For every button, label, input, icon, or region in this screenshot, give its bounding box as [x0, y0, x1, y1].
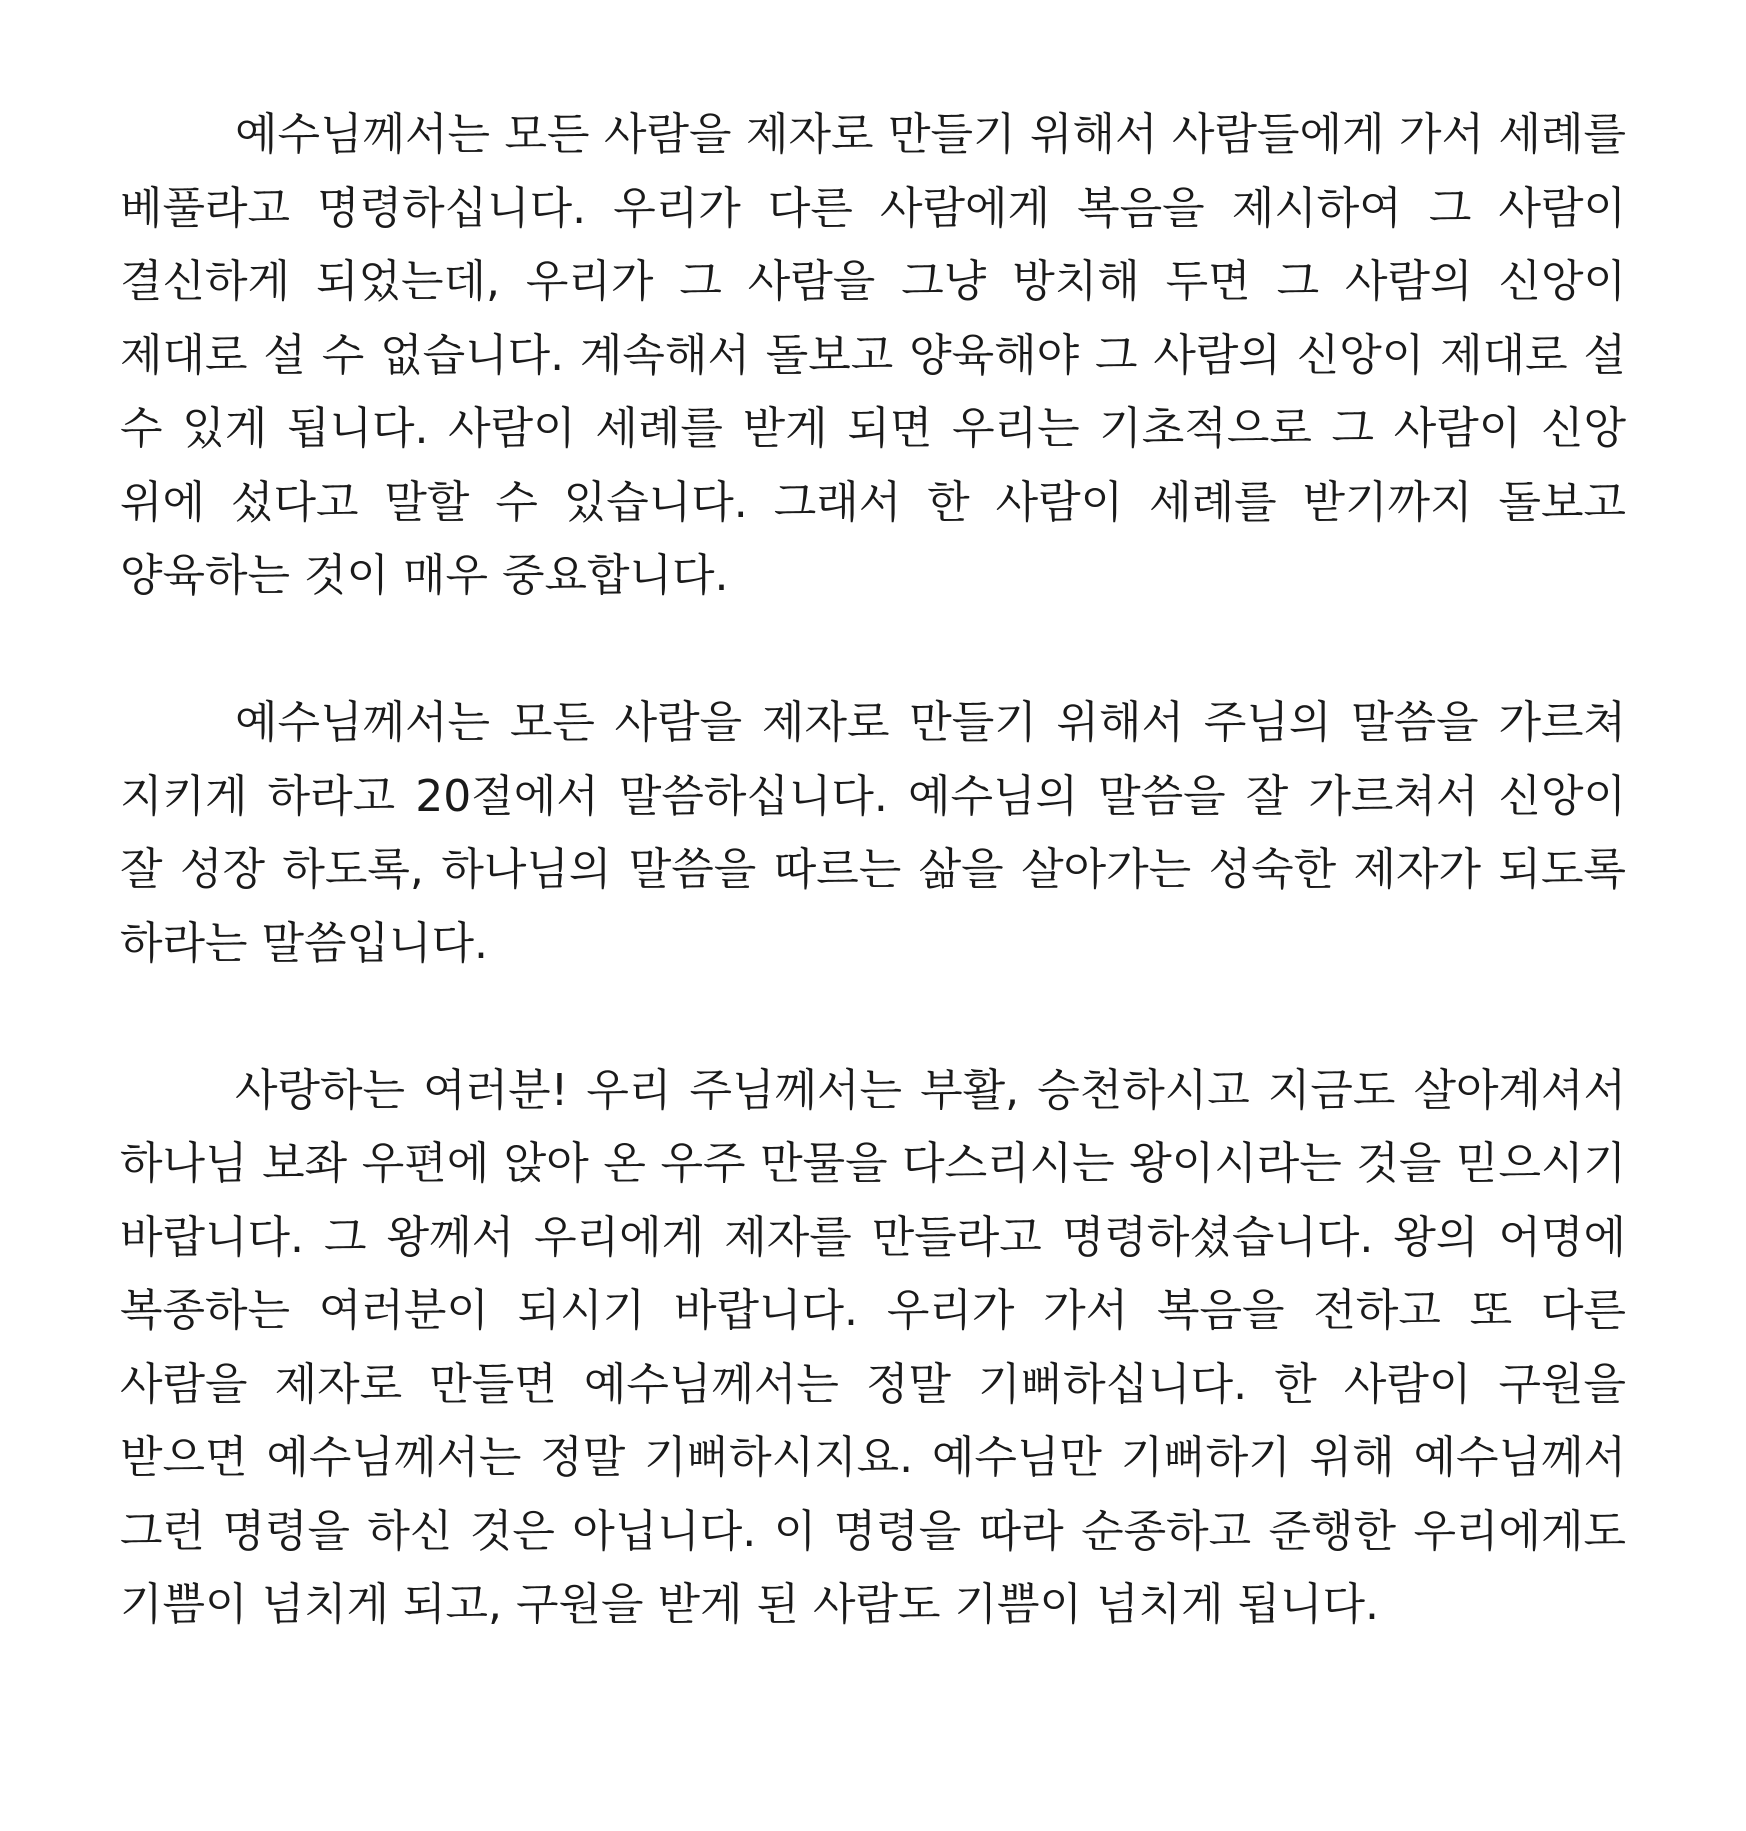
paragraph-2: 예수님께서는 모든 사람을 제자로 만들기 위해서 주님의 말씀을 가르쳐 지키게 하라고 20절에서 말씀하십니다. 예수님의 말씀을 잘 가르쳐서 신앙이 잘 성장 하도록, 하나님의 말씀을 따르는 삶을 살아가는 성숙한 제자가 되도록 하라는 말씀입니다.	[120, 697, 1626, 969]
document-body	[120, 98, 1626, 1642]
paragraph-1: 예수님께서는 모든 사람을 제자로 만들기 위해서 사람들에게 가서 세례를 베풀라고 명령하십니다. 우리가 다른 사람에게 복음을 제시하여 그 사람이 결신하게 되었는데, 우리가 그 사람을 그냥 방치해 두면 그 사람의 신앙이 제대로 설 수 없습니다. 계속해서 돌보고 양육해야 그 사람의 신앙이 제대로 설 수 있게 됩니다. 사람이 세례를 받게 되면 우리는 기초적으로 그 사람이 신앙 위에 섰다고 말할 수 있습니다. 그래서 한 사람이 세례를 받기까지 돌보고 양육하는 것이 매우 중요합니다.	[120, 109, 1626, 601]
paragraph-3: 사랑하는 여러분! 우리 주님께서는 부활, 승천하시고 지금도 살아계셔서 하나님 보좌 우편에 앉아 온 우주 만물을 다스리시는 왕이시라는 것을 믿으시기 바랍니다. 그 왕께서 우리에게 제자를 만들라고 명령하셨습니다. 왕의 어명에 복종하는 여러분이 되시기 바랍니다. 우리가 가서 복음을 전하고 또 다른 사람을 제자로 만들면 예수님께서는 정말 기뻐하십니다. 한 사람이 구원을 받으면 예수님께서는 정말 기뻐하시지요. 예수님만 기뻐하기 위해 예수님께서 그런 명령을 하신 것은 아닙니다. 이 명령을 따라 순종하고 준행한 우리에게도 기쁨이 넘치게 되고, 구원을 받게 된 사람도 기쁨이 넘치게 됩니다.	[120, 1064, 1627, 1630]
